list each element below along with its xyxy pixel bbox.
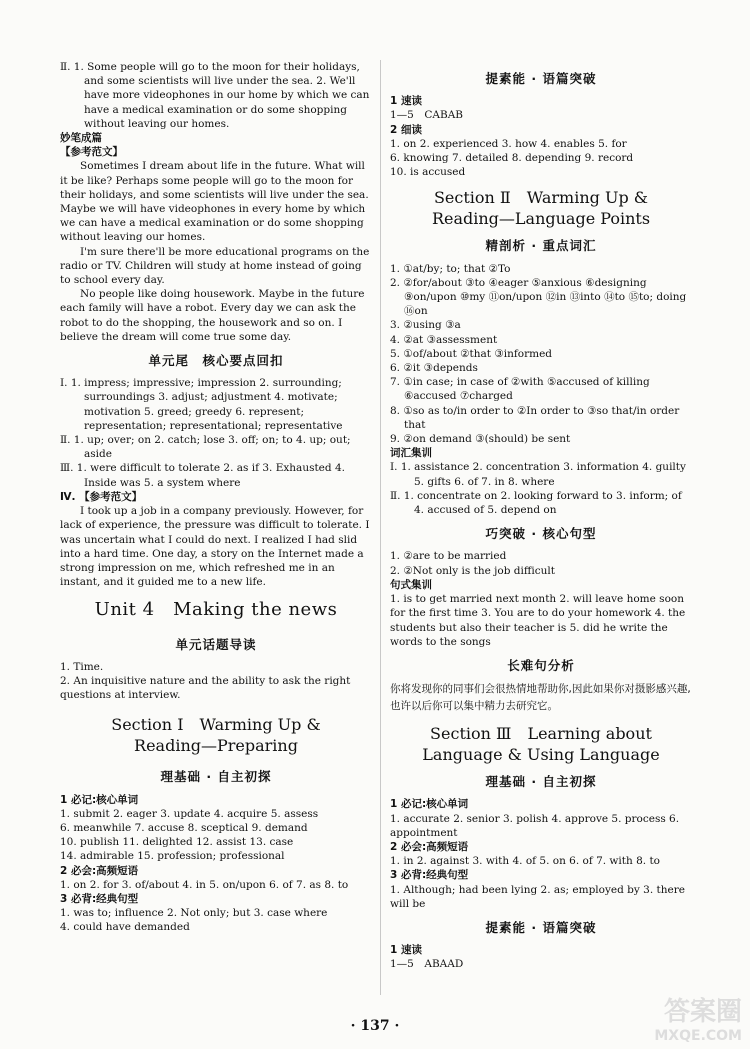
answer-line: 1. Although; had been lying 2. as; employed by 3. there will be — [390, 883, 685, 910]
subheading: 句式集训 — [390, 578, 432, 591]
subheading: 词汇集训 — [390, 447, 432, 460]
subheading: 3 必背:经典句型 — [60, 892, 139, 905]
sample-essay-label: 【参考范文】 — [60, 146, 123, 159]
answer-line: Ⅱ. 1. concentrate on 2. looking forward to 3. inform; of 4. accused of 5. depend on — [390, 489, 682, 517]
column-divider — [380, 60, 381, 995]
subheading: 2 细读 — [390, 123, 422, 136]
page-number: · 137 · — [350, 1018, 400, 1034]
answer-line: 1. accurate 2. senior 3. polish 4. approve 5. process 6. appointment — [390, 812, 680, 839]
subheading: 1 速读 — [390, 944, 422, 957]
vocab-item: 2. ②for/about ③to ④eager ⑤anxious ⑥designing ⑨on/upon ⑩my ⑪on/upon ⑫in ⑬into ⑭to ⑮to; doing ⑯on — [390, 276, 687, 318]
answer-line: 1. was to; influence 2. Not only; but 3. case where — [60, 907, 328, 920]
review-item: Ⅲ. 1. were difficult to tolerate 2. as if 3. Exhausted 4. Inside was 5. a system where — [60, 462, 345, 489]
topic-item: 1. Time. — [60, 660, 104, 673]
vocab-item: 4. ②at ③assessment — [390, 333, 498, 346]
answer-line: 14. admirable 15. profession; professional — [60, 850, 285, 863]
subheading: 1 必记:核心单词 — [390, 798, 469, 811]
review-item: Ⅰ. 1. impress; impressive; impression 2. surrounding; surroundings 3. adjust; adjustment 4. motivate; motivation 5. greed; greedy 6. represent; representation; representational; representative — [60, 377, 343, 432]
basics-heading: 理基础 · 自主初探 — [485, 774, 597, 790]
subheading: 3 必背:经典句型 — [390, 869, 469, 882]
answer-line: 1. submit 2. eager 3. update 4. acquire 5. assess — [60, 807, 319, 820]
subheading: 1 速读 — [390, 95, 422, 108]
answer-line: 10. publish 11. delighted 12. assist 13. case — [60, 836, 294, 849]
skills-heading: 提素能 · 语篇突破 — [485, 919, 597, 935]
answer-line: 6. meanwhile 7. accuse 8. sceptical 9. demand — [60, 821, 308, 834]
answer-line: 1—5 CABAB — [390, 109, 463, 122]
answer-line: 1. on 2. experienced 3. how 4. enables 5. for — [390, 137, 627, 150]
vocab-item: 1. ①at/by; to; that ②To — [390, 262, 511, 275]
section-title: Section Ⅲ Learning about Language & Using Language — [422, 724, 660, 765]
answer-line: 1. on 2. for 3. of/about 4. in 5. on/upon 6. of 7. as 8. to — [60, 878, 349, 891]
review-item: Ⅳ. 【参考范文】 — [60, 490, 143, 503]
answer-ii: Ⅱ. 1. Some people will go to the moon for their holidays, and some scientists will live under the sea. 2. We'll have more videophones in our home by which we can have a medical examination or do some shopping without leaving our homes. — [60, 61, 370, 130]
subheading: 2 必会:高频短语 — [390, 840, 469, 853]
answer-line: 6. knowing 7. detailed 8. depending 9. record — [390, 152, 634, 165]
right-column — [390, 60, 692, 972]
miaobi-label: 妙笔成篇 — [60, 132, 102, 145]
answer-line: 10. is accused — [390, 166, 466, 179]
unit-review-heading: 单元尾 核心要点回扣 — [148, 353, 284, 369]
section-title: Section Ⅰ Warming Up & Reading—Preparing — [111, 715, 321, 756]
essay-paragraph: I took up a job in a company previously. However, for lack of experience, the pressure was difficult to tolerate. I was uncertain what I could do next. I realized I had slid into a hard time. One day, a story on the Internet made a strong impression on me, which refreshed me in an instant, and it guided me to a new life. — [60, 505, 370, 589]
subheading: 1 必记:核心单词 — [60, 793, 139, 806]
topic-item: 2. An inquisitive nature and the ability to ask the right questions at interview. — [60, 674, 351, 702]
basics-heading: 理基础 · 自主初探 — [160, 769, 272, 785]
unit-title: Unit 4 Making the news — [94, 599, 338, 621]
answer-line: 1. in 2. against 3. with 4. of 5. on 6. of 7. with 8. to — [390, 855, 660, 868]
vocab-item: 6. ②it ③depends — [390, 362, 478, 375]
answer-line: Ⅰ. 1. assistance 2. concentration 3. information 4. guilty 5. gifts 6. of 7. in 8. where — [390, 461, 686, 488]
vocab-item: 5. ①of/about ②that ③informed — [390, 347, 553, 360]
watermark: 答案圈 MXQE.COM — [654, 997, 742, 1044]
topic-heading: 单元话题导读 — [175, 636, 257, 652]
answer-line: 4. could have demanded — [60, 921, 190, 934]
subheading: 2 必会:高频短语 — [60, 864, 139, 877]
vocab-heading: 精剖析 · 重点词汇 — [485, 238, 597, 254]
vocab-item: 7. ①in case; in case of ②with ⑤accused of killing ⑥accused ⑦charged — [390, 376, 650, 403]
skills-heading: 提素能 · 语篇突破 — [485, 71, 597, 86]
translation: 你将发现你的同事们会很热情地帮助你,因此如果你对摄影感兴趣,也许以后你可以集中精力去研究它。 — [390, 683, 691, 713]
sentence-heading: 巧突破 · 核心句型 — [485, 526, 597, 542]
essay-paragraph: I'm sure there'll be more educational programs on the radio or TV. Children will study at home instead of going to school every day. — [60, 245, 370, 287]
essay-paragraph: No people like doing housework. Maybe in the future each family will have a robot. Every day we can ask the robot to do the shopping, the housework and so on. I believe the dream will come true some day. — [60, 288, 365, 343]
answer-line: 2. ②Not only is the job difficult — [390, 564, 555, 577]
answer-line: 1. ②are to be married — [390, 550, 507, 563]
section-title: Section Ⅱ Warming Up & Reading—Language Points — [431, 188, 651, 229]
answer-line: 1. is to get married next month 2. will leave home soon for the first time 3. You are to do your homework 4. the students but also their teacher is 5. did he write the words to the songs — [390, 593, 686, 648]
vocab-item: 8. ①so as to/in order to ②In order to ③so that/in order that — [390, 404, 680, 431]
answer-line: 1—5 ABAAD — [390, 958, 464, 971]
vocab-item: 9. ②on demand ③(should) be sent — [390, 433, 571, 446]
long-sentence-heading: 长难句分析 — [507, 657, 575, 673]
vocab-item: 3. ②using ③a — [390, 319, 461, 332]
left-column — [60, 60, 372, 935]
essay-paragraph: Sometimes I dream about life in the future. What will it be like? Perhaps some people will go to the moon for their holidays, and some scientists will live under the sea. Maybe we will have videophones in every home by which we can have a medical examination or do some shopping without leaving our homes. — [60, 160, 369, 244]
review-item: Ⅱ. 1. up; over; on 2. catch; lose 3. off; on; to 4. up; out; aside — [60, 434, 351, 461]
